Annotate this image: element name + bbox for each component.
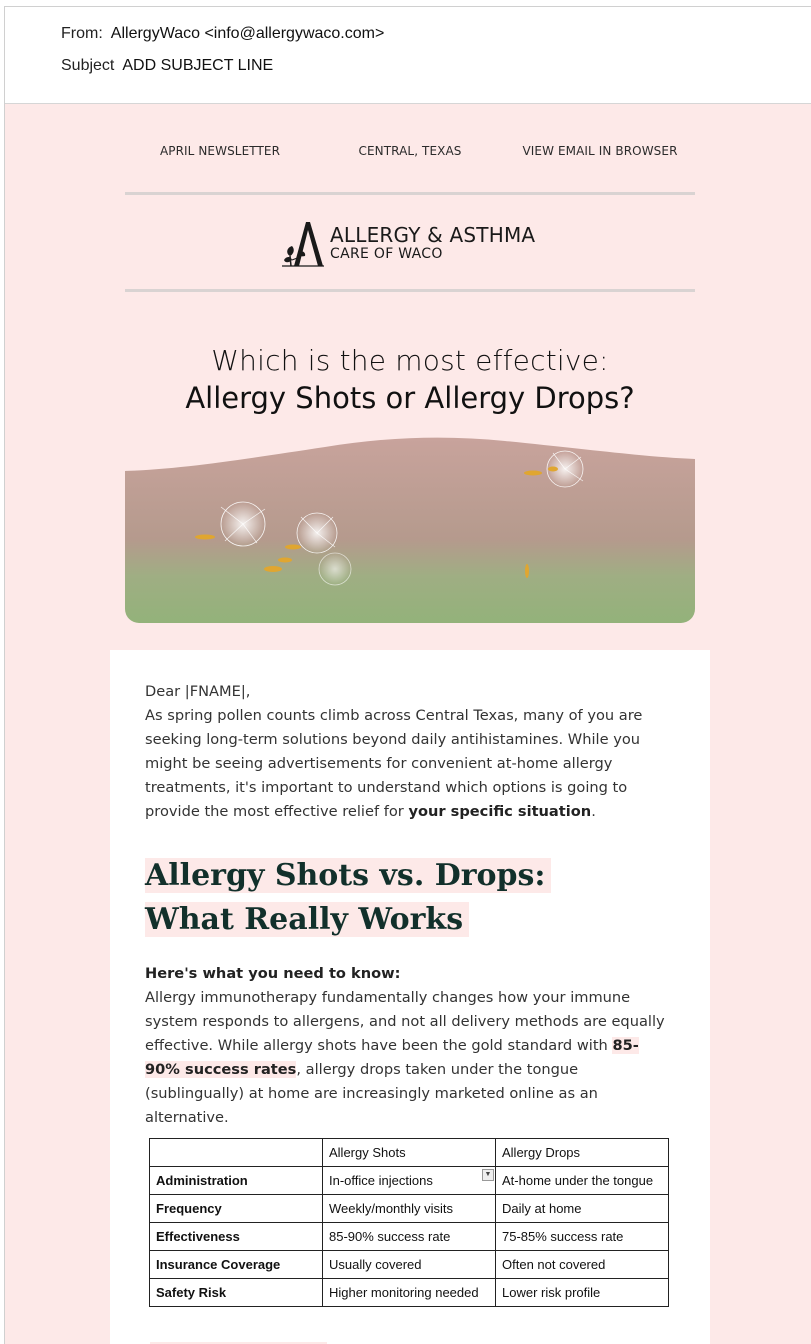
need-to-know-heading: Here's what you need to know:: [145, 965, 401, 982]
table-header-cell: Allergy Drops: [496, 1139, 669, 1167]
clinic-logo[interactable]: [280, 214, 550, 272]
table-cell: Often not covered: [496, 1251, 669, 1279]
section-title-line1: Allergy Shots vs. Drops:: [145, 858, 551, 893]
logo-line2: CARE OF WACO: [330, 246, 443, 262]
intro-text: As spring pollen counts climb across Central Texas, many of you are seeking long-term solutions beyond daily antihistamines. While you might be seeing advertisements for convenient at-home allergy treatments, it's important to understand which options is going to provide the most effective relief for: [145, 707, 643, 820]
from-row: [61, 25, 811, 57]
headline: [125, 344, 695, 415]
table-cell-editing[interactable]: [323, 1167, 496, 1195]
subject-value[interactable]: ADD SUBJECT LINE: [122, 57, 274, 74]
greeting: Dear |FNAME|,: [145, 683, 251, 700]
intro-bold: your specific situation: [408, 803, 592, 820]
table-cell: Administration: [150, 1167, 323, 1195]
table-cell: Frequency: [150, 1195, 323, 1223]
comparison-table-wrap: [149, 1138, 669, 1307]
newsletter-canvas: [5, 104, 811, 1344]
table-header-row: [150, 1139, 669, 1167]
from-value[interactable]: AllergyWaco <info@allergywaco.com>: [110, 25, 385, 42]
subject-label: Subject: [61, 57, 115, 74]
table-cell: 75-85% success rate: [496, 1223, 669, 1251]
table-cell: Effectiveness: [150, 1223, 323, 1251]
table-row: [150, 1167, 669, 1195]
section-title-line2: What Really Works: [145, 902, 469, 937]
intro-end: .: [591, 803, 596, 820]
subject-row: [61, 57, 811, 89]
headline-title: Allergy Shots or Allergy Drops?: [185, 381, 635, 415]
table-cell-text: In-office injections: [329, 1173, 433, 1188]
table-cell: 85-90% success rate: [323, 1223, 496, 1251]
cell-dropdown-icon[interactable]: ▼: [482, 1169, 494, 1181]
content-card: [110, 650, 710, 1344]
email-header: [5, 7, 811, 104]
table-cell: Usually covered: [323, 1251, 496, 1279]
logo-text: [330, 225, 535, 261]
top-links: [125, 144, 695, 158]
table-cell: Weekly/monthly visits: [323, 1195, 496, 1223]
table-row: [150, 1223, 669, 1251]
table-cell: Daily at home: [496, 1195, 669, 1223]
table-cell: Higher monitoring needed: [323, 1279, 496, 1307]
explanation-paragraph: [145, 986, 670, 1130]
table-row: [150, 1251, 669, 1279]
from-label: From:: [61, 25, 103, 42]
central-texas-link[interactable]: CENTRAL, TEXAS: [358, 144, 462, 158]
divider-bottom: [125, 289, 695, 292]
table-header-cell: Allergy Shots: [323, 1139, 496, 1167]
table-cell: Insurance Coverage: [150, 1251, 323, 1279]
april-newsletter-link[interactable]: APRIL NEWSLETTER: [159, 144, 281, 158]
logo-line1: ALLERGY & ASTHMA: [330, 223, 536, 247]
logo-a-leaf-icon: [280, 216, 328, 270]
card-body: [145, 680, 670, 1130]
table-row: [150, 1279, 669, 1307]
comparison-table: [149, 1138, 669, 1307]
section-title: [145, 854, 670, 942]
email-window: [4, 6, 811, 1344]
headline-question: Which is the most effective:: [211, 344, 609, 377]
divider-top: [125, 192, 695, 195]
intro-paragraph: [145, 704, 670, 824]
table-cell: Safety Risk: [150, 1279, 323, 1307]
explanation-end: , allergy drops taken under the tongue (sublingually) at home are increasingly marketed online as an alternative.: [145, 1061, 598, 1126]
table-cell: Lower risk profile: [496, 1279, 669, 1307]
table-cell: At-home under the tongue: [496, 1167, 669, 1195]
explanation-text: Allergy immunotherapy fundamentally changes how your immune system responds to allergens, and not all delivery methods are equally effective. While allergy shots have been the gold standard with: [145, 989, 665, 1054]
view-in-browser-link[interactable]: VIEW EMAIL IN BROWSER: [522, 144, 678, 158]
table-header-cell: [150, 1139, 323, 1167]
table-row: [150, 1195, 669, 1223]
success-rate-highlight: 85-90% success rates: [145, 1037, 639, 1078]
hero-dandelion-image: [125, 429, 695, 623]
